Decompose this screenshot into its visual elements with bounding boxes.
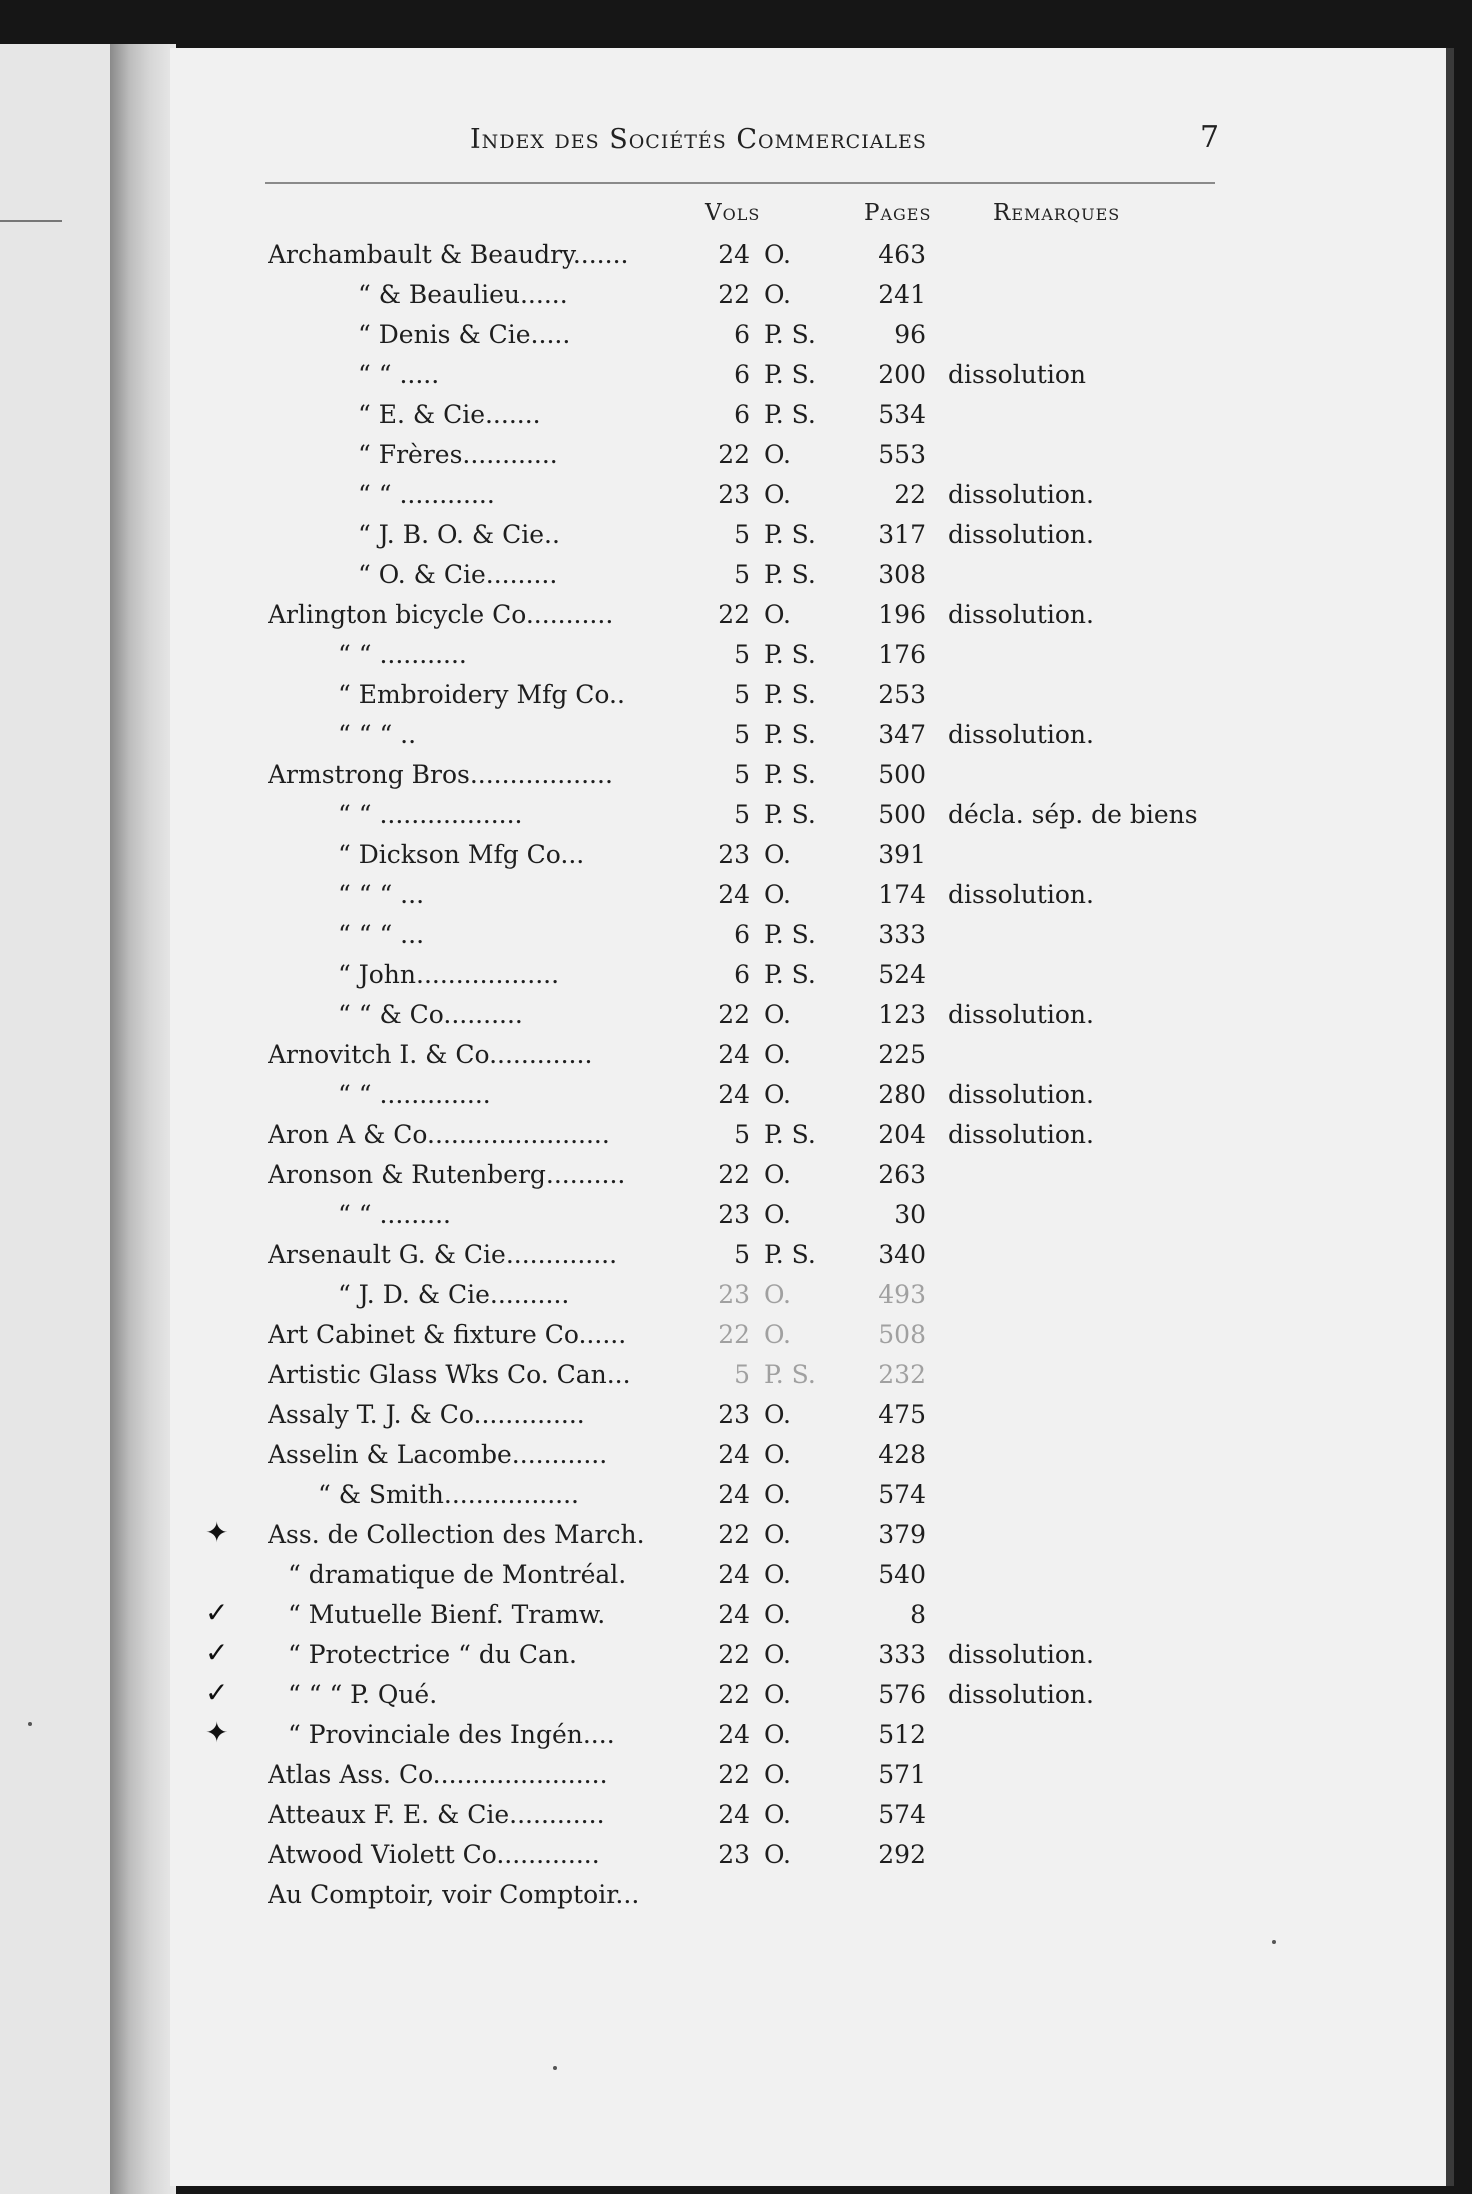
- entry-volume: 5: [734, 800, 750, 829]
- entry-volume: 6: [734, 920, 750, 949]
- entry-remark: dissolution.: [948, 1680, 1094, 1709]
- entry-page: 30: [894, 1200, 926, 1229]
- entry-volume: 5: [734, 760, 750, 789]
- entry-name: Artistic Glass Wks Co. Can...: [268, 1360, 631, 1389]
- index-entry: [0, 800, 1472, 840]
- entry-name: Assaly T. J. & Co..............: [268, 1400, 585, 1429]
- index-entry: [0, 760, 1472, 800]
- entry-name: “ “ ..............: [338, 1080, 491, 1109]
- entry-page: 317: [878, 520, 926, 549]
- entry-name: “ “ “ ...: [338, 920, 425, 949]
- entry-volume: 22: [718, 1680, 750, 1709]
- entry-series: P. S.: [764, 920, 816, 949]
- entry-page: 280: [878, 1080, 926, 1109]
- margin-check-mark: ✓: [205, 1676, 229, 1709]
- entry-remark: dissolution.: [948, 880, 1094, 909]
- index-entry: [0, 1800, 1472, 1840]
- index-entry: [0, 520, 1472, 560]
- entry-volume: 5: [734, 1120, 750, 1149]
- entry-name: Asselin & Lacombe............: [268, 1440, 608, 1469]
- entry-name: “ Mutuelle Bienf. Tramw.: [288, 1600, 606, 1629]
- index-entry: [0, 400, 1472, 440]
- entry-page: 8: [910, 1600, 926, 1629]
- page-number: 7: [1200, 120, 1220, 155]
- index-entry: [0, 600, 1472, 640]
- entry-series: P. S.: [764, 560, 816, 589]
- index-entry: [0, 960, 1472, 1000]
- entry-name: “ John..................: [338, 960, 560, 989]
- entry-series: O.: [764, 880, 791, 909]
- index-entry: [0, 680, 1472, 720]
- entry-remark: dissolution.: [948, 1640, 1094, 1669]
- entry-page: 253: [878, 680, 926, 709]
- index-entry: [0, 1080, 1472, 1120]
- entry-volume: 23: [718, 1200, 750, 1229]
- entry-page: 333: [878, 1640, 926, 1669]
- entry-series: O.: [764, 1800, 791, 1829]
- index-entry: [0, 1200, 1472, 1240]
- entry-name: Atlas Ass. Co......................: [268, 1760, 608, 1789]
- entry-page: 340: [878, 1240, 926, 1269]
- entry-volume: 22: [718, 1000, 750, 1029]
- entry-series: P. S.: [764, 760, 816, 789]
- entry-name: “ E. & Cie.......: [358, 400, 541, 429]
- entry-name: Au Comptoir, voir Comptoir...: [268, 1880, 640, 1909]
- entry-name: “ & Smith.................: [318, 1480, 579, 1509]
- entry-volume: 5: [734, 720, 750, 749]
- entry-series: O.: [764, 840, 791, 869]
- entry-name: “ “ “ ...: [338, 880, 425, 909]
- entry-series: O.: [764, 1560, 791, 1589]
- entry-volume: 23: [718, 1400, 750, 1429]
- entry-series: O.: [764, 480, 791, 509]
- ink-speck: [553, 2066, 557, 2070]
- entry-page: 475: [878, 1400, 926, 1429]
- entry-volume: 23: [718, 1280, 750, 1309]
- entry-series: P. S.: [764, 960, 816, 989]
- index-entry: [0, 920, 1472, 960]
- entry-name: Ass. de Collection des March.: [268, 1520, 645, 1549]
- index-entry: [0, 1840, 1472, 1880]
- entry-volume: 22: [718, 1520, 750, 1549]
- entry-remark: dissolution.: [948, 720, 1094, 749]
- index-entry: [0, 880, 1472, 920]
- entry-remark: dissolution.: [948, 520, 1094, 549]
- index-entry: [0, 1880, 1472, 1920]
- entry-remark: décla. sép. de biens: [948, 800, 1198, 829]
- entry-page: 463: [878, 240, 926, 269]
- entry-name: Atwood Violett Co.............: [268, 1840, 600, 1869]
- entry-name: Arsenault G. & Cie..............: [268, 1240, 618, 1269]
- entry-page: 196: [878, 600, 926, 629]
- entry-series: O.: [764, 240, 791, 269]
- entry-volume: 24: [718, 1720, 750, 1749]
- margin-check-mark: ✦: [205, 1516, 229, 1549]
- entry-series: O.: [764, 1480, 791, 1509]
- index-entry: [0, 560, 1472, 600]
- entry-name: “ “ ..................: [338, 800, 523, 829]
- index-entry: [0, 360, 1472, 400]
- entry-series: P. S.: [764, 1360, 816, 1389]
- entry-page: 534: [878, 400, 926, 429]
- entry-name: “ “ ............: [358, 480, 495, 509]
- entry-series: O.: [764, 1000, 791, 1029]
- entry-name: Aron A & Co.......................: [268, 1120, 610, 1149]
- entry-series: O.: [764, 1040, 791, 1069]
- entry-volume: 5: [734, 520, 750, 549]
- ink-speck: [1272, 1940, 1276, 1944]
- entry-page: 391: [878, 840, 926, 869]
- entry-name: “ “ & Co..........: [338, 1000, 523, 1029]
- entry-volume: 24: [718, 1480, 750, 1509]
- entry-series: O.: [764, 1280, 791, 1309]
- entry-volume: 6: [734, 960, 750, 989]
- entry-remark: dissolution: [948, 360, 1087, 389]
- index-entry: [0, 720, 1472, 760]
- column-header-vols: Vols: [705, 200, 761, 226]
- entry-name: Archambault & Beaudry.......: [268, 240, 629, 269]
- entry-page: 524: [878, 960, 926, 989]
- entry-name: “ Protectrice “ du Can.: [288, 1640, 577, 1669]
- entry-series: O.: [764, 1600, 791, 1629]
- entry-volume: 22: [718, 1160, 750, 1189]
- entry-volume: 22: [718, 1320, 750, 1349]
- index-entry: [0, 1560, 1472, 1600]
- entry-page: 493: [878, 1280, 926, 1309]
- entry-series: O.: [764, 1720, 791, 1749]
- entry-series: O.: [764, 1200, 791, 1229]
- entry-volume: 24: [718, 1800, 750, 1829]
- index-entry: [0, 1760, 1472, 1800]
- entry-name: “ Provinciale des Ingén....: [288, 1720, 615, 1749]
- left-page-rule: [0, 220, 62, 222]
- entry-page: 428: [878, 1440, 926, 1469]
- entry-volume: 24: [718, 1040, 750, 1069]
- index-entry: [0, 1120, 1472, 1160]
- entry-name: Art Cabinet & fixture Co......: [268, 1320, 627, 1349]
- entry-name: “ Denis & Cie.....: [358, 320, 571, 349]
- entry-volume: 23: [718, 840, 750, 869]
- entry-page: 96: [894, 320, 926, 349]
- entry-name: Arlington bicycle Co...........: [268, 600, 614, 629]
- entry-series: O.: [764, 440, 791, 469]
- entry-page: 333: [878, 920, 926, 949]
- index-entry: [0, 840, 1472, 880]
- entry-remark: dissolution.: [948, 480, 1094, 509]
- entry-volume: 5: [734, 640, 750, 669]
- column-header-remarks: Remarques: [993, 200, 1121, 226]
- index-entry: [0, 440, 1472, 480]
- entry-series: P. S.: [764, 1240, 816, 1269]
- index-entry: [0, 640, 1472, 680]
- entry-volume: 22: [718, 1760, 750, 1789]
- entry-page: 123: [878, 1000, 926, 1029]
- entry-volume: 22: [718, 600, 750, 629]
- entry-remark: dissolution.: [948, 1120, 1094, 1149]
- entry-series: O.: [764, 1840, 791, 1869]
- ink-speck: [28, 1722, 32, 1726]
- index-entry: [0, 1480, 1472, 1520]
- entry-page: 540: [878, 1560, 926, 1589]
- entry-name: “ O. & Cie.........: [358, 560, 558, 589]
- entry-volume: 24: [718, 240, 750, 269]
- entry-volume: 24: [718, 1560, 750, 1589]
- entry-page: 308: [878, 560, 926, 589]
- entry-volume: 23: [718, 480, 750, 509]
- entry-page: 174: [878, 880, 926, 909]
- entry-series: P. S.: [764, 400, 816, 429]
- index-entry: [0, 480, 1472, 520]
- entry-page: 379: [878, 1520, 926, 1549]
- entry-volume: 24: [718, 1440, 750, 1469]
- entry-page: 347: [878, 720, 926, 749]
- entry-page: 232: [878, 1360, 926, 1389]
- entry-name: “ “ “ P. Qué.: [288, 1680, 438, 1709]
- entry-name: Atteaux F. E. & Cie............: [268, 1800, 605, 1829]
- index-entry: [0, 1160, 1472, 1200]
- entry-remark: dissolution.: [948, 1080, 1094, 1109]
- entry-name: “ “ “ ..: [338, 720, 417, 749]
- header-rule: [265, 182, 1215, 184]
- index-entry: [0, 1440, 1472, 1480]
- entry-series: O.: [764, 1640, 791, 1669]
- index-entry: [0, 1040, 1472, 1080]
- entry-volume: 5: [734, 560, 750, 589]
- entry-volume: 5: [734, 1240, 750, 1269]
- margin-check-mark: ✓: [205, 1636, 229, 1669]
- entry-name: Arnovitch I. & Co.............: [268, 1040, 593, 1069]
- page-title: Index des Sociétés Commerciales: [470, 124, 927, 155]
- entry-volume: 24: [718, 1080, 750, 1109]
- entry-series: P. S.: [764, 1120, 816, 1149]
- index-entry: [0, 240, 1472, 280]
- entry-page: 576: [878, 1680, 926, 1709]
- index-entry: [0, 1000, 1472, 1040]
- entry-volume: 23: [718, 1840, 750, 1869]
- entry-name: Aronson & Rutenberg..........: [268, 1160, 626, 1189]
- entry-series: O.: [764, 1680, 791, 1709]
- entry-volume: 5: [734, 1360, 750, 1389]
- entry-volume: 5: [734, 680, 750, 709]
- entry-name: “ “ ...........: [338, 640, 467, 669]
- entry-volume: 24: [718, 880, 750, 909]
- entry-name: Armstrong Bros..................: [268, 760, 613, 789]
- entry-series: O.: [764, 280, 791, 309]
- entry-volume: 22: [718, 1640, 750, 1669]
- column-header-pages: Pages: [864, 200, 932, 226]
- entry-page: 553: [878, 440, 926, 469]
- entry-series: O.: [764, 600, 791, 629]
- entry-page: 512: [878, 1720, 926, 1749]
- entry-volume: 22: [718, 280, 750, 309]
- entry-series: P. S.: [764, 360, 816, 389]
- entry-page: 225: [878, 1040, 926, 1069]
- entry-page: 508: [878, 1320, 926, 1349]
- entry-series: P. S.: [764, 520, 816, 549]
- entry-volume: 6: [734, 320, 750, 349]
- entry-name: “ “ .........: [338, 1200, 451, 1229]
- entry-name: “ Frères............: [358, 440, 558, 469]
- entry-name: “ dramatique de Montréal.: [288, 1560, 627, 1589]
- entry-name: “ J. D. & Cie..........: [338, 1280, 570, 1309]
- index-entry: [0, 1280, 1472, 1320]
- entry-name: “ Dickson Mfg Co...: [338, 840, 585, 869]
- index-entry: [0, 320, 1472, 360]
- entry-remark: dissolution.: [948, 1000, 1094, 1029]
- entry-name: “ “ .....: [358, 360, 440, 389]
- index-entry: [0, 280, 1472, 320]
- index-entry: [0, 1360, 1472, 1400]
- entry-remark: dissolution.: [948, 600, 1094, 629]
- index-entry: [0, 1320, 1472, 1360]
- entry-volume: 6: [734, 400, 750, 429]
- entry-series: P. S.: [764, 680, 816, 709]
- entry-series: O.: [764, 1520, 791, 1549]
- entry-page: 204: [878, 1120, 926, 1149]
- entry-series: O.: [764, 1080, 791, 1109]
- entry-series: P. S.: [764, 800, 816, 829]
- entry-page: 176: [878, 640, 926, 669]
- entry-volume: 6: [734, 360, 750, 389]
- index-entry: [0, 1240, 1472, 1280]
- entry-volume: 24: [718, 1600, 750, 1629]
- entry-series: P. S.: [764, 320, 816, 349]
- index-entry: [0, 1400, 1472, 1440]
- entry-page: 500: [878, 760, 926, 789]
- entry-page: 571: [878, 1760, 926, 1789]
- entry-page: 241: [878, 280, 926, 309]
- entry-page: 22: [894, 480, 926, 509]
- margin-check-mark: ✓: [205, 1596, 229, 1629]
- entry-series: O.: [764, 1160, 791, 1189]
- entry-page: 263: [878, 1160, 926, 1189]
- entry-page: 200: [878, 360, 926, 389]
- entry-series: O.: [764, 1400, 791, 1429]
- entry-series: O.: [764, 1760, 791, 1789]
- entry-name: “ & Beaulieu......: [358, 280, 568, 309]
- entry-series: O.: [764, 1440, 791, 1469]
- entry-series: O.: [764, 1320, 791, 1349]
- entry-name: “ J. B. O. & Cie..: [358, 520, 560, 549]
- margin-check-mark: ✦: [205, 1716, 229, 1749]
- entry-volume: 22: [718, 440, 750, 469]
- entry-series: P. S.: [764, 720, 816, 749]
- entry-page: 500: [878, 800, 926, 829]
- entry-series: P. S.: [764, 640, 816, 669]
- entry-page: 574: [878, 1480, 926, 1509]
- entry-page: 292: [878, 1840, 926, 1869]
- entry-page: 574: [878, 1800, 926, 1829]
- entry-name: “ Embroidery Mfg Co..: [338, 680, 625, 709]
